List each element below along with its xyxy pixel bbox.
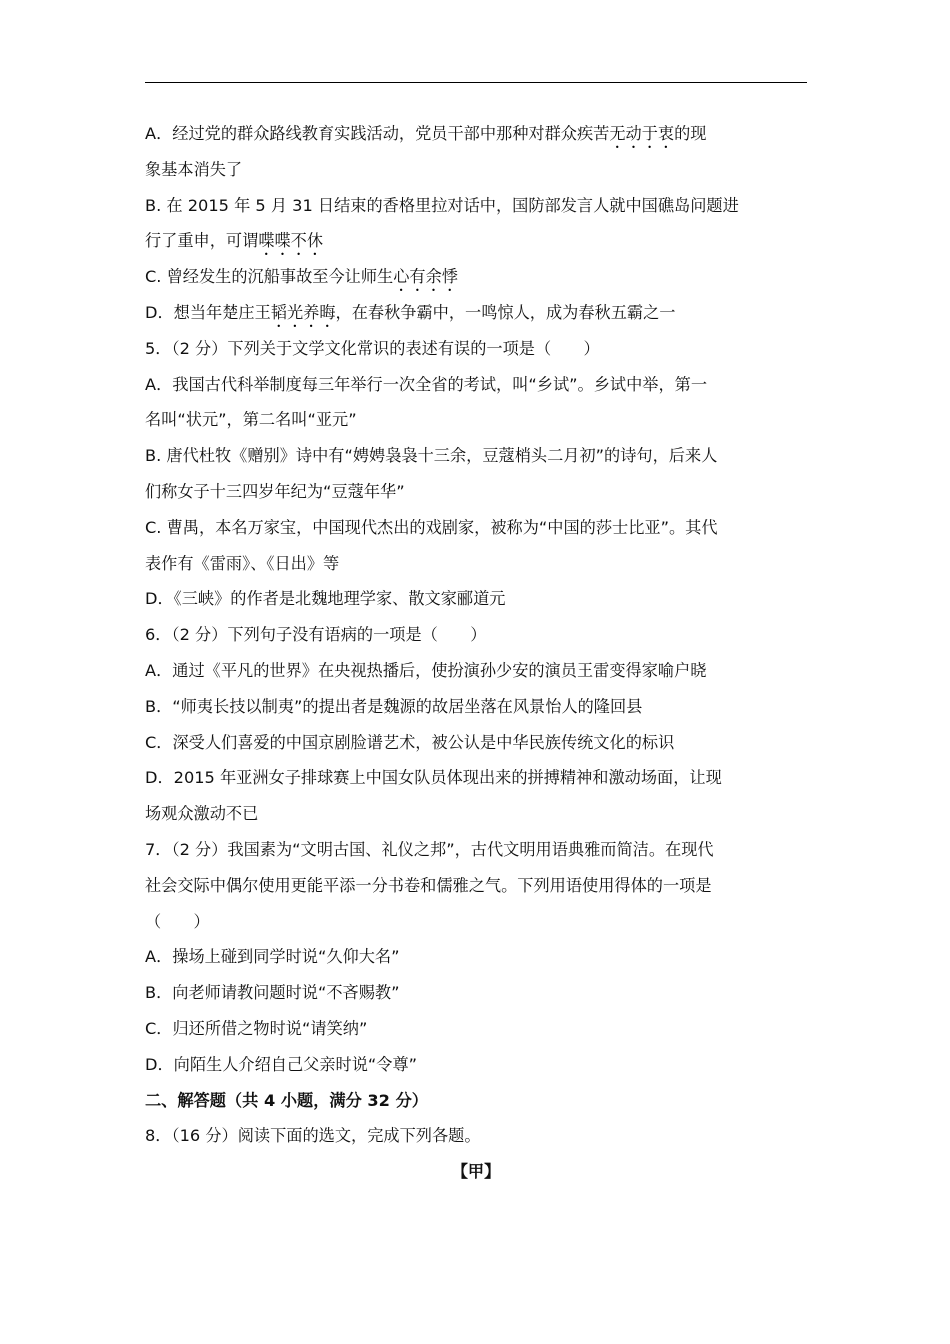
q4-option-d: D．想当年楚庄王韬光养晦，在春秋争霸中，一鸣惊人，成为春秋五霸之一	[145, 302, 676, 322]
q7-stem-line3: （ ）	[145, 911, 210, 931]
q5-option-a-line2: 名叫“状元”，第二名叫“亚元”	[145, 410, 357, 430]
q4-option-a-line2: 象基本消失了	[145, 159, 243, 179]
q7-option-c: C．归还所借之物时说“请笑纳”	[145, 1018, 368, 1038]
q4-option-c: C. 曾经发生的沉船事故至今让师生心有余悸	[145, 267, 458, 287]
q5-option-d: D．《三峡》的作者是北魏地理学家、散文家郦道元	[145, 589, 506, 609]
emphasized-phrase: 心有余悸	[393, 267, 458, 287]
q7-stem-line1: 7．（2 分）我国素为“文明古国、礼仪之邦”，古代文明用语典雅而简洁。在现代	[145, 839, 714, 859]
emphasized-phrase: 韬光养晦	[270, 302, 336, 322]
emphasized-phrase: 喋喋不休	[258, 231, 324, 251]
q6-option-d-line2: 场观众激动不已	[145, 804, 259, 824]
emphasized-phrase: 无动于衷	[609, 124, 675, 143]
q4-option-b-line1: B. 在 2015 年 5 月 31 日结束的香格里拉对话中，国防部发言人就中国礁岛问题进	[145, 195, 739, 215]
passage-label: 【甲】	[451, 1162, 501, 1182]
q7-option-a: A．操场上碰到同学时说“久仰大名”	[145, 947, 400, 967]
q5-option-a-line1: A．我国古代科举制度每三年举行一次全省的考试，叫“乡试”。乡试中举，第一	[145, 374, 708, 394]
q6-option-b: B．“师夷长技以制夷”的提出者是魏源的故居坐落在风景怡人的隆回县	[145, 696, 643, 716]
section-heading: 二、解答题（共 4 小题，满分 32 分）	[145, 1090, 428, 1110]
q5-option-c-line2: 表作有《雷雨》、《日出》等	[145, 553, 340, 573]
q8-stem: 8．（16 分）阅读下面的选文，完成下列各题。	[145, 1126, 481, 1146]
q4-option-b-line2: 行了重申，可谓喋喋不休	[145, 231, 324, 251]
q5-option-c-line1: C. 曹禺，本名万家宝，中国现代杰出的戏剧家，被称为“中国的莎士比亚”。其代	[145, 517, 718, 537]
q7-option-d: D．向陌生人介绍自己父亲时说“令尊”	[145, 1054, 418, 1074]
q5-option-b-line2: 们称女子十三四岁年纪为“豆蔻年华”	[145, 481, 405, 501]
q7-stem-line2: 社会交际中偶尔使用更能平添一分书卷和儒雅之气。下列用语使用得体的一项是	[145, 875, 712, 895]
exam-page-content	[145, 116, 815, 1190]
q6-option-c: C．深受人们喜爱的中国京剧脸谱艺术，被公认是中华民族传统文化的标识	[145, 732, 675, 752]
q5-stem: 5．（2 分）下列关于文学文化常识的表述有误的一项是（ ）	[145, 338, 600, 358]
q6-stem: 6．（2 分）下列句子没有语病的一项是（ ）	[145, 625, 487, 645]
q7-option-b: B．向老师请教问题时说“不吝赐教”	[145, 983, 400, 1003]
header-rule	[145, 82, 807, 83]
q4-option-a-line1: A．经过党的群众路线教育实践活动，党员干部中那种对群众疾苦无动于衷的现	[145, 124, 707, 143]
q5-option-b-line1: B. 唐代杜牧《赠别》诗中有“娉娉袅袅十三余，豆蔻梢头二月初”的诗句，后来人	[145, 446, 718, 466]
q6-option-d-line1: D．2015 年亚洲女子排球赛上中国女队员体现出来的拼搏精神和激动场面，让现	[145, 768, 722, 788]
q6-option-a: A．通过《平凡的世界》在央视热播后，使扮演孙少安的演员王雷变得家喻户晓	[145, 660, 707, 680]
